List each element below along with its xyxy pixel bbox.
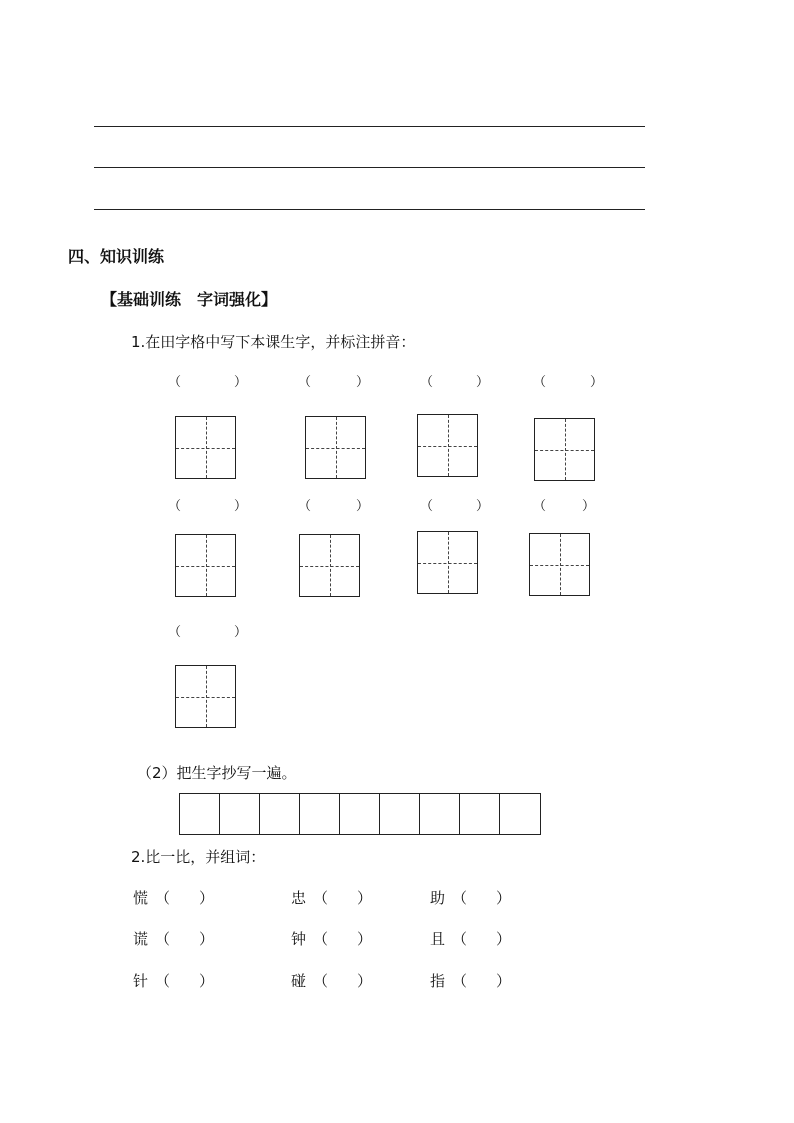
copy-cell[interactable] — [260, 794, 300, 834]
guide-line-horizontal — [418, 446, 477, 447]
copy-cell[interactable] — [340, 794, 380, 834]
tianzige-box[interactable] — [305, 416, 366, 479]
paren-open: （ — [313, 972, 329, 990]
word-blank[interactable] — [452, 889, 511, 907]
paren-close: ） — [356, 499, 370, 514]
paren-close: ） — [199, 930, 215, 948]
paren-open: （ — [155, 930, 171, 948]
question-2-prompt: 2.比一比，并组词： — [131, 848, 266, 866]
paren-close: ） — [496, 972, 512, 990]
paren-close: ） — [476, 375, 490, 390]
paren-close: ） — [590, 375, 604, 390]
word-blank[interactable] — [313, 889, 372, 907]
tianzige-box[interactable] — [175, 534, 236, 597]
question-1b-prompt: （2）把生字抄写一遍。 — [137, 764, 297, 782]
copy-cell[interactable] — [380, 794, 420, 834]
tianzige-box[interactable] — [175, 665, 236, 728]
paren-open: （ — [420, 375, 434, 390]
word-character: 慌 — [133, 889, 149, 907]
paren-open: （ — [420, 499, 434, 514]
paren-close: ） — [357, 930, 373, 948]
paren-close: ） — [234, 625, 248, 640]
guide-line-horizontal — [306, 448, 365, 449]
answer-line[interactable] — [94, 167, 645, 168]
word-blank[interactable] — [155, 930, 214, 948]
paren-open: （ — [168, 625, 182, 640]
paren-open: （ — [313, 930, 329, 948]
word-item — [430, 974, 511, 989]
paren-open: （ — [452, 972, 468, 990]
word-item — [291, 891, 372, 906]
paren-open: （ — [452, 889, 468, 907]
paren-open: （ — [298, 499, 312, 514]
paren-open: （ — [168, 375, 182, 390]
copy-cell[interactable] — [300, 794, 340, 834]
guide-line-horizontal — [418, 563, 477, 564]
word-item — [430, 932, 511, 947]
tianzige-box[interactable] — [175, 416, 236, 479]
word-item — [133, 932, 214, 947]
paren-close: ） — [234, 499, 248, 514]
paren-open: （ — [168, 499, 182, 514]
answer-line[interactable] — [94, 126, 645, 127]
word-character: 钟 — [291, 930, 307, 948]
paren-close: ） — [357, 889, 373, 907]
tianzige-box[interactable] — [417, 531, 478, 594]
answer-line[interactable] — [94, 209, 645, 210]
paren-close: ） — [496, 930, 512, 948]
paren-close: ） — [199, 972, 215, 990]
word-character: 助 — [430, 889, 446, 907]
guide-line-horizontal — [530, 565, 589, 566]
word-character: 谎 — [133, 930, 149, 948]
copy-cell[interactable] — [220, 794, 260, 834]
paren-close: ） — [357, 972, 373, 990]
copy-cell[interactable] — [460, 794, 500, 834]
copy-cell[interactable] — [500, 794, 540, 834]
tianzige-box[interactable] — [534, 418, 595, 481]
guide-line-horizontal — [176, 697, 235, 698]
question-1-prompt: 1.在田字格中写下本课生字，并标注拼音： — [131, 333, 416, 351]
word-blank[interactable] — [452, 930, 511, 948]
paren-close: ） — [476, 499, 490, 514]
guide-line-horizontal — [535, 450, 594, 451]
tianzige-box[interactable] — [529, 533, 590, 596]
paren-close: ） — [496, 889, 512, 907]
copy-cell[interactable] — [180, 794, 220, 834]
copy-row — [179, 793, 541, 835]
paren-open: （ — [533, 499, 547, 514]
paren-open: （ — [298, 375, 312, 390]
word-character: 指 — [430, 972, 446, 990]
word-item — [133, 974, 214, 989]
copy-cell[interactable] — [420, 794, 460, 834]
word-blank[interactable] — [155, 889, 214, 907]
word-character: 碰 — [291, 972, 307, 990]
paren-close: ） — [356, 375, 370, 390]
guide-line-horizontal — [300, 566, 359, 567]
word-character: 针 — [133, 972, 149, 990]
paren-close: ） — [199, 889, 215, 907]
word-character: 忠 — [291, 889, 307, 907]
word-blank[interactable] — [452, 972, 511, 990]
word-item — [430, 891, 511, 906]
guide-line-horizontal — [176, 448, 235, 449]
tianzige-box[interactable] — [417, 414, 478, 477]
paren-open: （ — [452, 930, 468, 948]
paren-open: （ — [313, 889, 329, 907]
subsection-title: 【基础训练 字词强化】 — [101, 290, 278, 309]
tianzige-box[interactable] — [299, 534, 360, 597]
paren-open: （ — [155, 972, 171, 990]
word-blank[interactable] — [155, 972, 214, 990]
section-title: 四、知识训练 — [68, 247, 165, 266]
guide-line-horizontal — [176, 566, 235, 567]
word-item — [291, 932, 372, 947]
word-item — [133, 891, 214, 906]
word-blank[interactable] — [313, 972, 372, 990]
word-item — [291, 974, 372, 989]
paren-close: ） — [582, 499, 596, 514]
paren-open: （ — [155, 889, 171, 907]
paren-close: ） — [234, 375, 248, 390]
word-blank[interactable] — [313, 930, 372, 948]
paren-open: （ — [533, 375, 547, 390]
word-character: 且 — [430, 930, 446, 948]
